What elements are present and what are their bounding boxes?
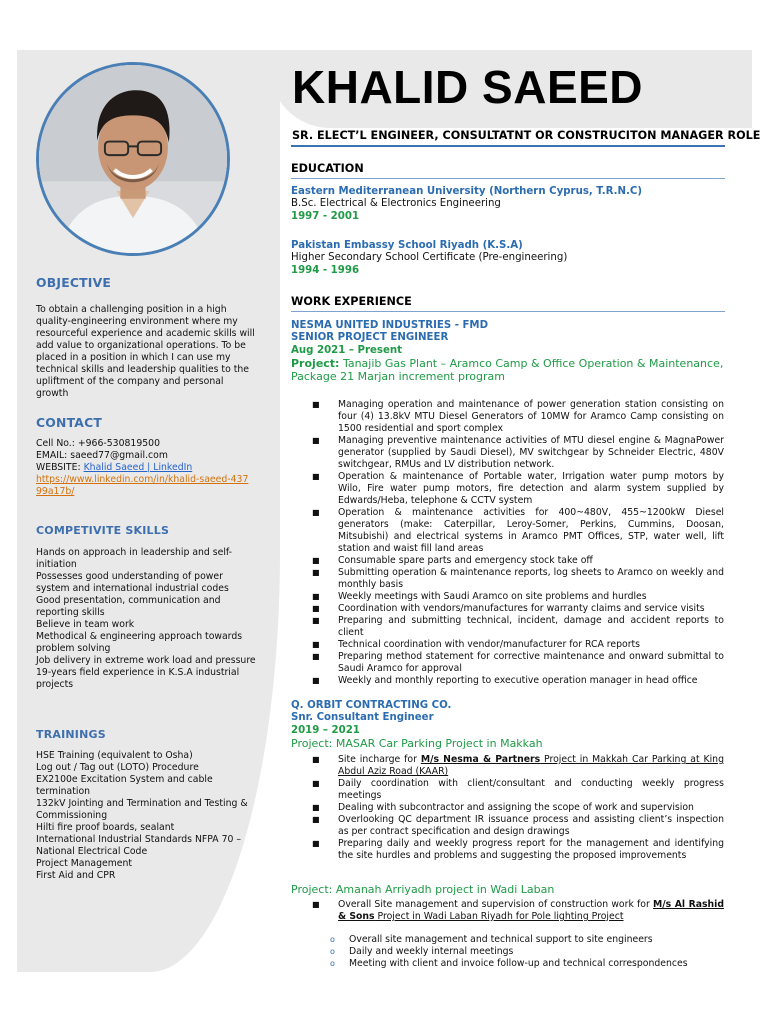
bullet-icon: ■ <box>312 755 320 764</box>
education-heading: EDUCATION <box>291 162 364 175</box>
trainings-list <box>36 750 256 882</box>
skill-item: Believe in team work <box>36 619 135 630</box>
list-item: ■ Preparing daily and weekly progress report for the management and identifying the site hurdles and problems and suggesting the proposed improvements <box>312 838 724 861</box>
job2-duties-2 <box>312 899 724 923</box>
list-item: o Meeting with client and invoice follow-up and technical correspondences <box>330 958 688 969</box>
list-item: ■ Submitting operation & maintenance reports, log sheets to Aramco on weekly and monthly basis <box>312 567 724 590</box>
job2-duties <box>312 754 724 862</box>
bullet-icon: ■ <box>312 556 320 565</box>
bullet-icon: ■ <box>312 508 320 517</box>
circle-bullet-icon: o <box>330 935 335 944</box>
contact-email: EMAIL: saeed77@gmail.com <box>36 450 168 461</box>
skill-item: Job delivery in extreme work load and pressure <box>36 655 256 666</box>
bullet-icon: ■ <box>312 815 320 824</box>
skill-item: Hands on approach in leadership and self-initiation <box>36 547 233 570</box>
job2-dates: 2019 – 2021 <box>291 724 360 736</box>
list-item: ■ Managing operation and maintenance of power generation station consisting on four (4) 13.8kV MTU Diesel Generators of 10MW for Aramco Camp consisting on 1500 residential and sport complex <box>312 399 724 434</box>
training-item: Log out / Tag out (LOTO) Procedure <box>36 762 199 773</box>
list-item: ■ Site incharge for M/s Nesma & Partners Project in Makkah Car Parking at King Abdul Aziz Road (KAAR) <box>312 754 724 777</box>
job1-duties <box>312 399 724 687</box>
work-divider <box>291 311 725 312</box>
job2-subduties <box>330 934 724 970</box>
skills-list <box>36 547 256 691</box>
training-item: 132kV Jointing and Termination and Testing & Commissioning <box>36 798 248 821</box>
training-item: First Aid and CPR <box>36 870 116 881</box>
skill-item: Methodical & engineering approach towards problem solving <box>36 631 243 654</box>
bullet-icon: ■ <box>312 616 320 625</box>
bullet-icon: ■ <box>312 604 320 613</box>
list-item: ■ Managing preventive maintenance activities of MTU diesel engine & MagnaPower generator (supplied by Saudi Diesel), MV switchgear by Schneider Electric, 480V switchgear, RMUs and LV distribution network. <box>312 435 724 470</box>
objective-heading: OBJECTIVE <box>36 275 112 290</box>
list-item: ■ Technical coordination with vendor/manufacturer for RCA reports <box>312 639 641 650</box>
bullet-icon: ■ <box>312 592 320 601</box>
circle-bullet-icon: o <box>330 947 335 956</box>
objective-text: To obtain a challenging position in a high quality-engineering environment where my resourceful experience and academic skills will add value to organizational operations. To be placed in a position in which I can use my technical skills and leadership qualities to the upliftment of the company and personal growth <box>36 304 255 399</box>
profile-photo <box>36 62 230 256</box>
skill-item: Good presentation, communication and reporting skills <box>36 595 221 618</box>
contact-cell: Cell No.: +966-530819500 <box>36 438 160 449</box>
education-degree: Higher Secondary School Certificate (Pre-engineering) <box>291 252 568 264</box>
contact-website <box>36 462 256 474</box>
skills-heading: COMPETIVITE SKILLS <box>36 524 170 537</box>
work-heading: WORK EXPERIENCE <box>291 295 412 308</box>
training-item: International Industrial Standards NFPA 70 – National Electrical Code <box>36 834 242 857</box>
bullet-icon: ■ <box>312 839 320 848</box>
list-item: ■ Operation & maintenance activities for 400~480V, 455~1200kW Diesel generators (make: Caterpillar, Leroy-Somer, Perkins, Cummins, Doosan, Mitsubishi) and electrical systems in Aramco PMT Offices, STP, water well, lift station and waist fill land areas <box>312 507 724 554</box>
job2-company: Q. ORBIT CONTRACTING CO. <box>291 700 452 711</box>
list-item: ■ Dealing with subcontractor and assigning the scope of work and supervision <box>312 802 694 813</box>
bullet-icon: ■ <box>312 900 320 909</box>
role-divider <box>291 145 725 147</box>
bullet-icon: ■ <box>312 472 320 481</box>
education-school: Eastern Mediterranean University (Northern Cyprus, T.R.N.C) <box>291 186 643 197</box>
job2-project1: Project: MASAR Car Parking Project in Makkah <box>291 736 543 750</box>
education-school: Pakistan Embassy School Riyadh (K.S.A) <box>291 240 523 251</box>
list-item: ■ Weekly meetings with Saudi Aramco on site problems and hurdles <box>312 591 647 602</box>
education-divider <box>291 178 725 179</box>
education-item <box>291 186 726 223</box>
linkedin-link[interactable]: Khalid Saeed | LinkedIn <box>83 462 193 473</box>
training-item: Hilti fire proof boards, sealant <box>36 822 175 833</box>
job1-project-label: Project: <box>291 356 340 370</box>
training-item: Project Management <box>36 858 133 869</box>
list-item: ■ Coordination with vendors/manufactures for warranty claims and service visits <box>312 603 705 614</box>
job2-project2: Project: Amanah Arriyadh project in Wadi Laban <box>291 883 555 896</box>
job1-title: SENIOR PROJECT ENGINEER <box>291 332 449 344</box>
list-item: ■ Operation & maintenance of Portable water, Irrigation water pump motors by Wilo, Fire water pump motors, fire detection and alarm system supplied by Edwards/Heba, telephone & CCTV system <box>312 471 724 506</box>
list-item: ■ Consumable spare parts and emergency stock take off <box>312 555 593 566</box>
list-item: o Daily and weekly internal meetings <box>330 946 514 957</box>
job1-project <box>291 357 726 383</box>
profile-photo-icon <box>39 65 227 253</box>
job1-company: NESMA UNITED INDUSTRIES - FMD <box>291 320 489 331</box>
contact-block <box>36 438 256 498</box>
job1-header <box>291 320 726 383</box>
bullet-icon: ■ <box>312 568 320 577</box>
linkedin-url[interactable]: https://www.linkedin.com/in/khalid-saeed-43799a17b/ <box>36 474 249 497</box>
job1-project-name: Tanajib Gas Plant – Aramco Camp & Office Operation & Maintenance, Package 21 Marjan increment program <box>291 356 724 383</box>
training-item: EX2100e Excitation System and cable termination <box>36 774 213 797</box>
candidate-role: SR. ELECT’L ENGINEER, CONSULTATNT OR CONSTRUCITON MANAGER ROLE <box>292 129 761 142</box>
bullet-icon: ■ <box>312 676 320 685</box>
list-item: ■ Daily coordination with client/consultant and conducting weekly progress meetings <box>312 778 724 801</box>
job2-header <box>291 700 726 750</box>
list-item: ■ Preparing method statement for corrective maintenance and onward submittal to Saudi Aramco for approval <box>312 651 724 674</box>
bullet-icon: ■ <box>312 652 320 661</box>
education-item <box>291 240 726 277</box>
contact-heading: CONTACT <box>36 415 103 430</box>
education-years: 1997 - 2001 <box>291 210 360 222</box>
list-item: ■ Preparing and submitting technical, incident, damage and accident reports to client <box>312 615 724 638</box>
bullet-icon: ■ <box>312 436 320 445</box>
circle-bullet-icon: o <box>330 959 335 968</box>
education-degree: B.Sc. Electrical & Electronics Engineering <box>291 198 501 210</box>
job2-title: Snr. Consultant Engineer <box>291 712 434 724</box>
bullet-icon: ■ <box>312 803 320 812</box>
skill-item: 19-years field experience in K.S.A industrial projects <box>36 667 240 690</box>
bullet-icon: ■ <box>312 640 320 649</box>
job1-dates: Aug 2021 – Present <box>291 344 403 356</box>
training-item: HSE Training (equivalent to Osha) <box>36 750 193 761</box>
list-item: ■ Overall Site management and supervision of construction work for M/s Al Rashid & Sons Project in Wadi Laban Riyadh for Pole lighting Project <box>312 899 724 922</box>
bullet-icon: ■ <box>312 779 320 788</box>
list-item: o Overall site management and technical support to site engineers <box>330 934 653 945</box>
bullet-icon: ■ <box>312 400 320 409</box>
website-label: WEBSITE: <box>36 462 84 473</box>
skill-item: Possesses good understanding of power system and international industrial codes <box>36 571 229 594</box>
trainings-heading: TRAININGS <box>36 728 106 741</box>
education-years: 1994 - 1996 <box>291 264 360 276</box>
list-item: ■ Weekly and monthly reporting to executive operation manager in head office <box>312 675 698 686</box>
candidate-name: KHALID SAEED <box>292 61 644 113</box>
list-item: ■ Overlooking QC department IR issuance process and assisting client’s inspection as per contract specification and design drawings <box>312 814 724 837</box>
